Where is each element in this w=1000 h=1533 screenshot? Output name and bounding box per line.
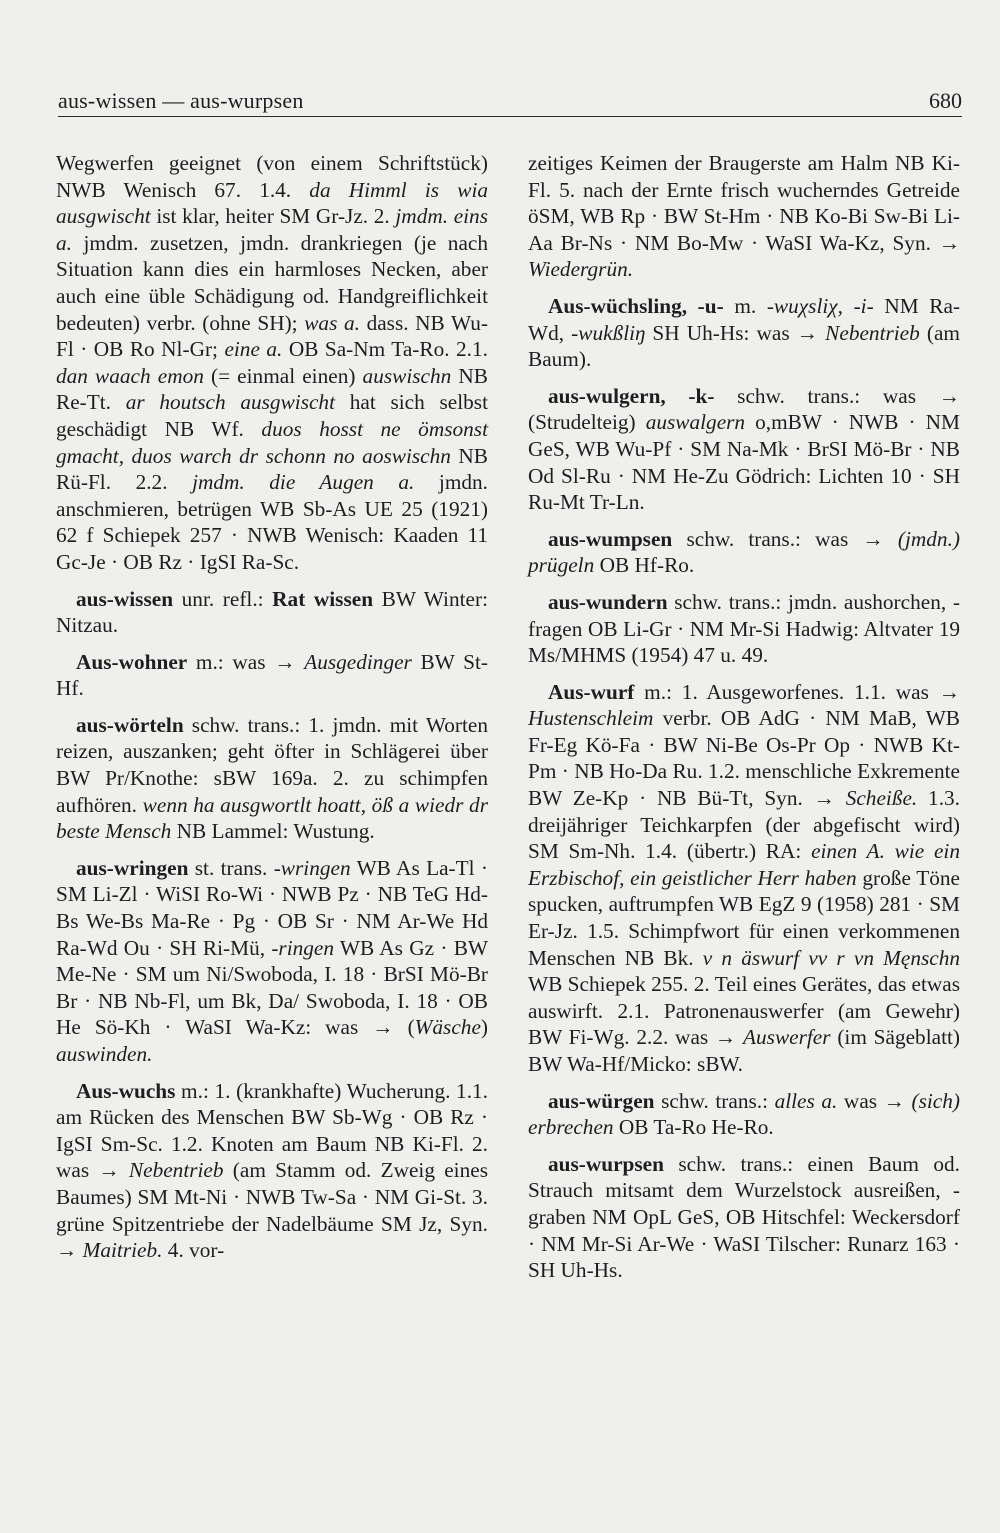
entry-text: SH Uh-Hs: was → (645, 320, 826, 345)
italic-example: -wuχsliχ, -i- (766, 293, 874, 318)
header-rule (58, 116, 962, 117)
entry-text: ) (480, 1015, 488, 1040)
italic-example: Auswerfer (743, 1025, 831, 1050)
dictionary-entry (56, 649, 488, 702)
entry-text: (= einmal einen) (203, 363, 363, 388)
entry-text: m.: 1. Ausgeworfenes. 1.1. was → (634, 679, 960, 704)
entry-text: NB Re-Tt. (56, 363, 488, 415)
italic-example: Maitrieb. (82, 1238, 163, 1263)
header-title: aus-wissen — aus-wurpsen (58, 88, 304, 113)
entry-text: OB Ta-Ro He-Ro. (613, 1115, 774, 1140)
entry-text: unr. refl.: (173, 586, 273, 611)
entry-text: m.: 1. (krankhafte) Wucherung. 1.1. am Rücken des Menschen BW Sb-Wg · OB Rz · IgSI Sm-Sc. 1.2. Knoten am Baum NB Ki-Fl. 2. was → (56, 1078, 488, 1183)
entry-text: (am Stamm od. Zweig eines Baumes) SM Mt-Ni · NWB Tw-Sa · NM Gi-St. 3. grüne Spitzentriebe der Nadelbäume SM Jz, Syn. → (56, 1158, 488, 1263)
entry-text: große Töne spucken, auftrumpfen WB EgZ 9 (1958) 281 · SM Er-Jz. 1.5. Schimpfwort für einen verkommenen Menschen NB Bk. (528, 865, 960, 970)
italic-example: alles a. (774, 1088, 838, 1113)
entry-headword: Rat wissen (272, 586, 374, 611)
italic-example: Nebentrieb (128, 1158, 224, 1183)
entry-headword: Aus-wohner (76, 649, 188, 674)
italic-example: einen A. wie ein Erzbischof, ein geistlicher Herr haben (528, 839, 960, 890)
italic-example: Wiedergrün. (528, 257, 634, 282)
entry-text: NB Lammel: Wustung. (171, 819, 375, 844)
entry-text: Wegwerfen geeignet (von einem Schriftstück) NWB Wenisch 67. 1.4. (56, 151, 488, 202)
italic-example: wenn ha ausgwortlt hoatt, öß a wiedr dr beste Mensch (56, 792, 488, 844)
entry-text: NB Rü-Fl. 2.2. (56, 443, 488, 495)
italic-example: auswalgern (645, 410, 746, 435)
italic-example: dan waach emon (56, 363, 204, 388)
dictionary-entry (528, 526, 960, 579)
entry-text: was → (837, 1088, 912, 1113)
italic-example: -wukßliŋ (571, 320, 646, 345)
entry-text: OB Hf-Ro. (594, 553, 695, 578)
entry-headword: aus-wörteln (76, 712, 184, 737)
italic-example: -ringen (271, 935, 335, 960)
entry-text: schw. trans.: was → (Strudelteig) (528, 383, 960, 435)
entry-text: schw. trans.: einen Baum od. Strauch mitsamt dem Wurzelstock ausreißen, -graben NM OpL GeS, OB Hitschfel: Weckersdorf · NM Mr-Si Ar-We · WaSI Tilscher: Runarz 163 · SH Uh-Hs. (528, 1151, 960, 1283)
dictionary-entry (528, 293, 960, 373)
entry-text: schw. trans.: jmdn. aushorchen, -fragen OB Li-Gr · NM Mr-Si Hadwig: Altvater 19 Ms/MHMS (1954) 47 u. 49. (528, 589, 960, 668)
italic-example: auswischn (362, 363, 452, 388)
entry-headword: aus-wundern (548, 589, 668, 614)
italic-example: auswinden. (56, 1042, 153, 1066)
entry-headword: Aus-wüchsling, -u- (548, 293, 724, 318)
entry-text: jmdn. anschmieren, betrügen WB Sb-As UE 25 (1921) 62 f Schiepek 257 · NWB Wenisch: Kaaden 11 Gc-Je · OB Rz · IgSI Ra-Sc. (56, 470, 489, 574)
page-number: 680 (929, 88, 962, 113)
dictionary-entry (56, 1078, 488, 1264)
italic-example: Scheiße. (845, 786, 918, 811)
dictionary-entry (528, 1088, 960, 1141)
italic-example: da Himml is wia ausgwischt (56, 177, 489, 229)
left-column (56, 150, 488, 1274)
entry-text: m.: was → (187, 649, 305, 674)
entry-text: 1.3. dreijähriger Teichkarpfen (der abgefischt wird) SM Sm-Nh. 1.4. (übertr.) RA: (528, 786, 960, 864)
italic-example: ar houtsch ausgwischt (125, 390, 336, 415)
italic-example: (sich) erbrechen (528, 1088, 960, 1140)
entry-text: OB Sa-Nm Ta-Ro. 2.1. (282, 337, 488, 362)
entry-text: m. (723, 293, 767, 318)
entry-continuation (56, 150, 488, 576)
entry-text: dass. NB Wu-Fl · OB Ro Nl-Gr; (56, 310, 488, 362)
italic-example: Wäsche (414, 1015, 481, 1040)
entry-text: (im Sägeblatt) BW Wa-Hf/Micko: sBW. (528, 1025, 960, 1076)
entry-text: WB As La-Tl · SM Li-Zl · WiSI Ro-Wi · NWB Pz · NB TeG Hd-Bs We-Bs Ma-Re · Pg · OB Sr · NM Ar-We Hd Ra-Wd Ou · SH Ri-Mü, (56, 855, 488, 960)
dictionary-entry (528, 589, 960, 669)
dictionary-entry (528, 1151, 960, 1284)
entry-headword: aus-wulgern, -k- (548, 383, 715, 408)
entry-text: st. trans. (188, 855, 274, 880)
entry-headword: aus-würgen (548, 1088, 655, 1113)
dictionary-entry (56, 712, 488, 845)
entry-headword: Aus-wurf (548, 679, 635, 704)
italic-example: jmdm. eins a. (56, 204, 488, 255)
dictionary-entry (528, 679, 960, 1078)
entry-headword: aus-wumpsen (548, 526, 673, 551)
italic-example: eine a. (224, 337, 283, 362)
dictionary-entry (56, 586, 488, 639)
italic-example: -wringen (273, 855, 351, 880)
entry-text: WB Schiepek 255. 2. Teil eines Gerätes, das etwas auswirft. 2.1. Patronenauswerfer (am Gewehr) BW Fi-Wg. 2.2. was → (528, 972, 960, 1050)
entry-text: schw. trans.: was → (672, 526, 898, 551)
entry-continuation (528, 150, 960, 283)
italic-example: Ausgedinger (304, 649, 412, 674)
entry-text: jmdm. zusetzen, jmdn. drankriegen (je nach Situation kann dies ein harmloses Necken, aber auch eine üble Schädigung od. Handgreiflichkeit bedeuten) verbr. (ohne SH); (56, 230, 488, 335)
entry-text: 4. vor- (162, 1238, 225, 1263)
italic-example: Nebentrieb (825, 320, 920, 345)
dictionary-entry (56, 855, 488, 1068)
entry-text: schw. trans.: (654, 1088, 775, 1113)
entry-text: hat sich selbst geschädigt NB Wf. (56, 390, 489, 441)
entry-text: ist klar, heiter SM Gr-Jz. 2. (150, 204, 396, 229)
dictionary-entry (528, 383, 960, 516)
entry-text: BW Winter: Nitzau. (56, 586, 488, 638)
italic-example: was a. (304, 310, 360, 335)
entry-headword: aus-wringen (76, 855, 189, 880)
italic-example: jmdm. die Augen a. (192, 470, 415, 495)
entry-text: NM Ra-Wd, (528, 293, 961, 345)
entry-text: (am Baum). (528, 320, 961, 372)
entry-text: schw. trans.: 1. jmdn. mit Worten reizen, auszanken; geht öfter in Schlägerei über BW Pr/Knothe: sBW 169a. 2. zu schimpfen aufhören. (56, 712, 488, 817)
running-header (58, 88, 962, 114)
entry-text: o,mBW · NWB · NM GeS, WB Wu-Pf · SM Na-Mk · BrSI Mö-Br · NB Od Sl-Ru · NM He-Zu Gödrich: Lichten 10 · SH Ru-Mt Tr-Ln. (528, 410, 960, 515)
italic-example: duos hosst ne ömsonst gmacht, duos warch dr schonn no aoswischn (56, 416, 488, 468)
entry-text: WB As Gz · BW Me-Ne · SM um Ni/Swoboda, I. 18 · BrSI Mö-Br Br · NB Nb-Fl, um Bk, Da/ Swoboda, I. 18 · OB He Sö-Kh · WaSI Wa-Kz: was → ( (56, 935, 488, 1040)
entry-headword: aus-wissen (76, 586, 174, 611)
entry-text: verbr. OB AdG · NM MaB, WB Fr-Eg Kö-Fa · BW Ni-Be Os-Pr Op · NWB Kt-Pm · NB Ho-Da Ru. 1.2. menschliche Exkremente BW Ze-Kp · NB Bü-Tt, Syn. → (528, 706, 960, 811)
right-column (528, 150, 960, 1294)
entry-text: BW St-Hf. (56, 649, 488, 701)
entry-headword: aus-wurpsen (548, 1151, 664, 1176)
italic-example: Hustenschleim (528, 706, 654, 731)
entry-headword: Aus-wuchs (76, 1078, 176, 1103)
italic-example: (jmdn.) prügeln (528, 526, 960, 578)
italic-example: v n äswurf vv r vn Męnschn (702, 945, 961, 970)
entry-text: zeitiges Keimen der Braugerste am Halm NB Ki-Fl. 5. nach der Ernte frisch wucherndes Getreide öSM, WB Rp · BW St-Hm · NB Ko-Bi Sw-Bi Li-Aa Br-Ns · NM Bo-Mw · WaSI Wa-Kz, Syn. → (528, 151, 960, 255)
